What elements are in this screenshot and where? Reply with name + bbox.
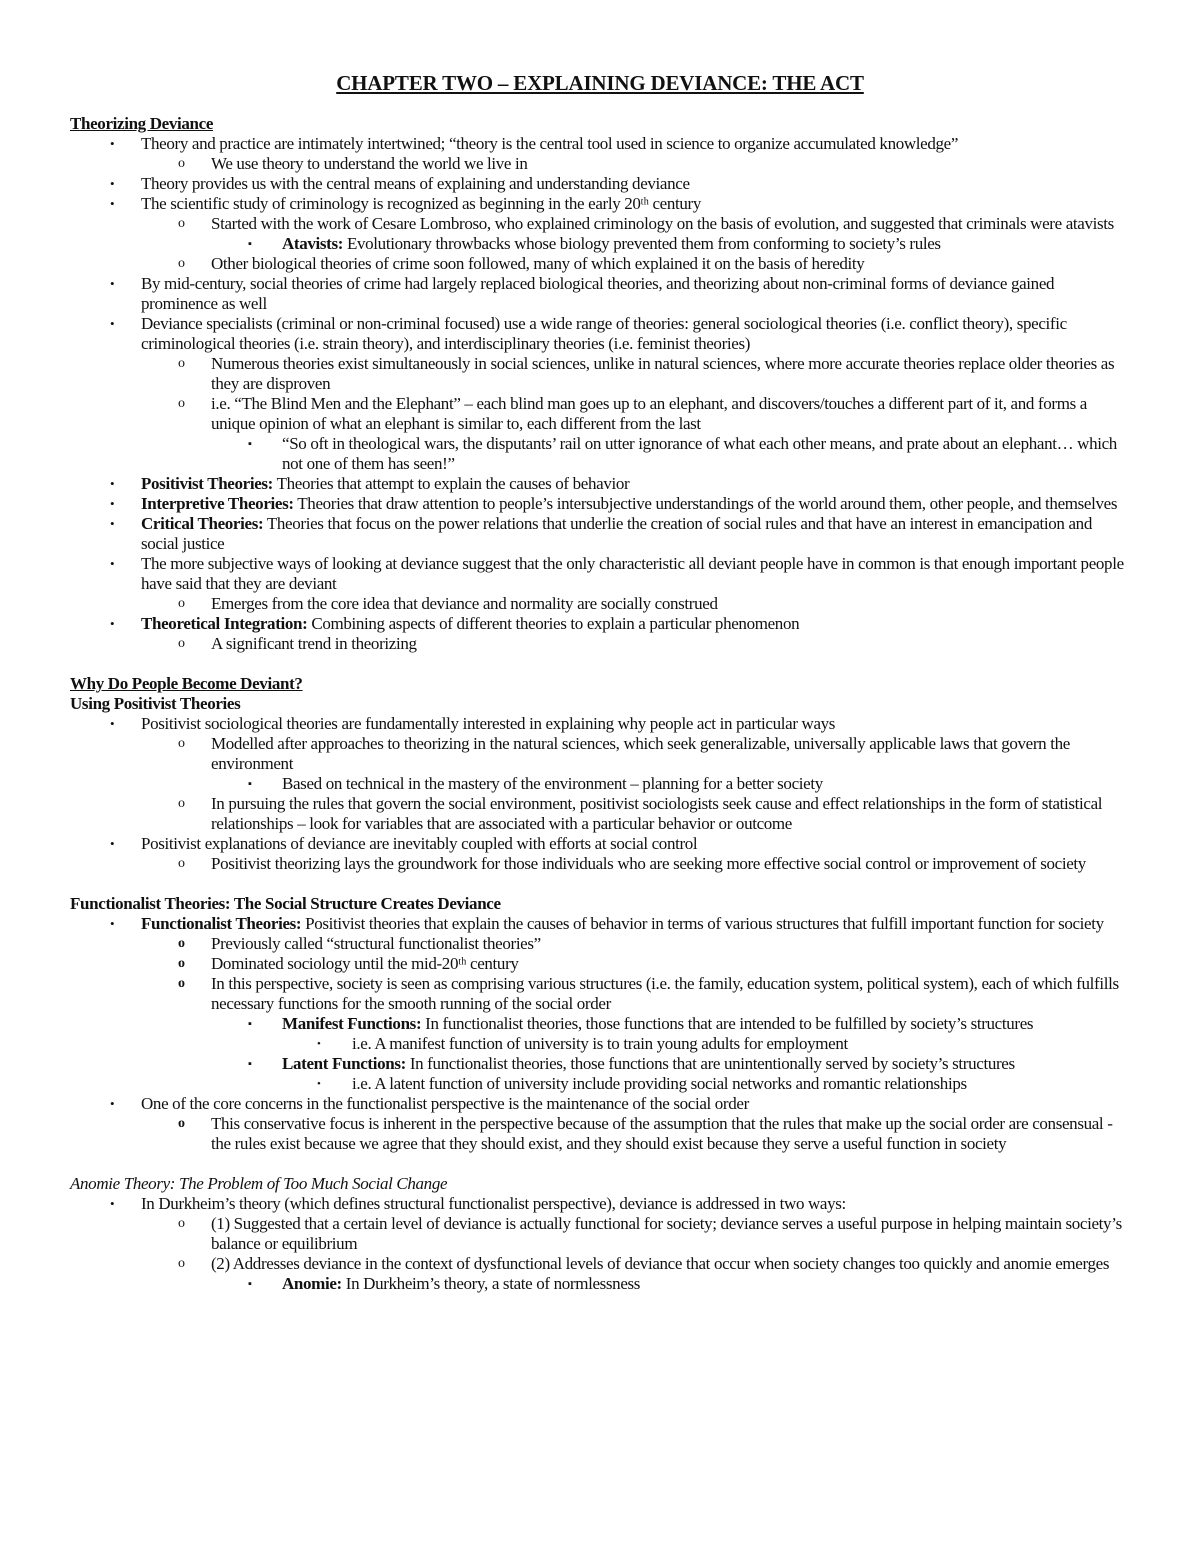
list-item: o Numerous theories exist simultaneously in social sciences, unlike in natural sciences, where more accurate theories replace older theories as they are disproven [178,354,1115,393]
bullet-marker: • [110,176,115,191]
list-item: ▪ Anomie: In Durkheim’s theory, a state of normlessness [248,1274,641,1293]
circle-marker: o [178,976,185,991]
term: Positivist Theories: [141,474,273,493]
list-item: o Dominated sociology until the mid-20ᵗʰ century [178,954,519,973]
section-anomie [70,1174,1130,1294]
bullet-marker: • [317,1038,321,1050]
list-item: • Functionalist Theories: Positivist theories that explain the causes of behavior in terms of various structures that fulfill important function for society [110,914,1104,933]
list-item: ▪ Based on technical in the mastery of the environment – planning for a better society [248,774,823,793]
bullet-marker: • [110,556,115,571]
term: Theoretical Integration: [141,614,308,633]
bullet-marker: • [110,1196,115,1211]
circle-marker: o [178,356,185,371]
circle-marker: o [178,796,185,811]
bullet-marker: • [110,836,115,851]
circle-marker: o [178,856,185,871]
list-item: o In this perspective, society is seen as comprising various structures (i.e. the family, education system, political system), each of which fulfills necessary functions for the smooth running of the social order [178,974,1119,1013]
term: Functionalist Theories: [141,914,302,933]
circle-marker: o [178,256,185,271]
spacer [70,654,1130,674]
circle-marker: o [178,736,185,751]
bullet-marker: • [110,716,115,731]
list-item: • The scientific study of criminology is recognized as beginning in the early 20ᵗʰ century [110,194,702,213]
section-why [70,674,1130,874]
circle-marker: o [178,636,185,651]
circle-marker: o [178,156,185,171]
bullet-marker: • [110,516,115,531]
spacer [70,874,1130,894]
circle-marker: o [178,396,185,411]
page-title: CHAPTER TWO – EXPLAINING DEVIANCE: THE ACT [336,71,864,95]
bullet-marker: • [110,1096,115,1111]
list-item: • In Durkheim’s theory (which defines structural functionalist perspective), deviance is addressed in two ways: [110,1194,846,1213]
square-marker: ▪ [248,1018,252,1030]
list-item: o Other biological theories of crime soon followed, many of which explained it on the basis of heredity [178,254,865,273]
bullet-marker: • [110,276,115,291]
list-item: o Previously called “structural functionalist theories” [178,934,541,953]
bullet-marker: • [110,476,115,491]
bullet-marker: • [110,136,115,151]
list-item: o This conservative focus is inherent in the perspective because of the assumption that the rules that make up the social order are consensual - the rules exist because we agree that they should exist, and they should exist because they serve a useful function in society [178,1114,1113,1153]
list-item: o We use theory to understand the world we live in [178,154,528,173]
bullet-marker: • [110,316,115,331]
circle-marker: o [178,1116,185,1131]
list-item: • The more subjective ways of looking at deviance suggest that the only characteristic all deviant people have in common is that enough important people have said that they are deviant [110,554,1124,593]
term: Latent Functions: [282,1054,406,1073]
square-marker: ▪ [248,778,252,790]
square-marker: ▪ [248,1278,252,1290]
term: Atavists: [282,234,344,253]
circle-marker: o [178,956,185,971]
list-item: • Positivist Theories: Theories that attempt to explain the causes of behavior [110,474,630,493]
list-item: • Theory provides us with the central means of explaining and understanding deviance [110,174,690,193]
bullet-marker: • [110,496,115,511]
section-heading: Anomie Theory: The Problem of Too Much Social Change [70,1174,448,1193]
circle-marker: o [178,596,185,611]
list-item: o Started with the work of Cesare Lombroso, who explained criminology on the basis of evolution, and suggested that criminals were atavists [178,214,1114,233]
section-heading: Theorizing Deviance [70,114,214,133]
list-item: • Positivist sociological theories are fundamentally interested in explaining why people act in particular ways [110,714,836,733]
bullet-marker: • [110,616,115,631]
square-marker: ▪ [248,438,252,450]
section-heading: Why Do People Become Deviant? [70,674,303,693]
list-item: o Modelled after approaches to theorizing in the natural sciences, which seek generalizable, universally applicable laws that govern the environment [178,734,1070,773]
section-theorizing [70,114,1130,654]
list-item: ▪ “So oft in theological wars, the disputants’ rail on utter ignorance of what each other means, and prate about an elephant… which not one of them has seen!” [248,434,1117,473]
list-item: • Theoretical Integration: Combining aspects of different theories to explain a particular phenomenon [110,614,800,633]
list-item: • Interpretive Theories: Theories that draw attention to people’s intersubjective understandings of the world around them, other people, and themselves [110,494,1118,513]
circle-marker: o [178,1256,185,1271]
list-item: o i.e. “The Blind Men and the Elephant” – each blind man goes up to an elephant, and discovers/touches a different part of it, and forms a unique opinion of what an elephant is similar to, each different from the last [178,394,1087,433]
list-item: • i.e. A latent function of university include providing social networks and romantic relationships [317,1074,967,1093]
list-item: ▪ Latent Functions: In functionalist theories, those functions that are unintentionally served by society’s structures [248,1054,1015,1073]
square-marker: ▪ [248,1058,252,1070]
term: Manifest Functions: [282,1014,422,1033]
bullet-marker: • [110,196,115,211]
term: Critical Theories: [141,514,264,533]
list-item: • Critical Theories: Theories that focus on the power relations that underlie the creation of social rules and that have an interest in emancipation and social justice [110,514,1092,553]
square-marker: ▪ [248,238,252,250]
bullet-marker: • [110,916,115,931]
list-item: o A significant trend in theorizing [178,634,417,653]
list-item: o In pursuing the rules that govern the social environment, positivist sociologists seek cause and effect relationships in the form of statistical relationships – look for variables that are associated with a particular behavior or outcome [178,794,1103,833]
list-item: • Theory and practice are intimately intertwined; “theory is the central tool used in science to organize accumulated knowledge” [110,134,959,153]
list-item: • One of the core concerns in the functionalist perspective is the maintenance of the social order [110,1094,749,1113]
list-item: o Emerges from the core idea that deviance and normality are socially construed [178,594,718,613]
section-heading: Functionalist Theories: The Social Structure Creates Deviance [70,894,501,913]
list-item: ▪ Manifest Functions: In functionalist theories, those functions that are intended to be fulfilled by society’s structures [248,1014,1034,1033]
circle-marker: o [178,936,185,951]
list-item: • i.e. A manifest function of university is to train young adults for employment [317,1034,848,1053]
list-item: o Positivist theorizing lays the groundwork for those individuals who are seeking more effective social control or improvement of society [178,854,1086,873]
list-item: • By mid-century, social theories of crime had largely replaced biological theories, and theorizing about non-criminal forms of deviance gained prominence as well [110,274,1055,313]
circle-marker: o [178,216,185,231]
term: Interpretive Theories: [141,494,294,513]
list-item: o (1) Suggested that a certain level of deviance is actually functional for society; deviance serves a useful purpose in helping maintain society’s balance or equilibrium [178,1214,1122,1253]
section-subheading: Using Positivist Theories [70,694,241,713]
bullet-marker: • [317,1078,321,1090]
list-item: ▪ Atavists: Evolutionary throwbacks whose biology prevented them from conforming to society’s rules [248,234,941,253]
list-item: • Deviance specialists (criminal or non-criminal focused) use a wide range of theories: general sociological theories (i.e. conflict theory), specific criminological theories (i.e. strain theory), and interdisciplinary theories (i.e. feminist theories) [110,314,1067,353]
section-functionalist [70,894,1130,1154]
list-item: • Positivist explanations of deviance are inevitably coupled with efforts at social control [110,834,698,853]
spacer [70,1154,1130,1174]
circle-marker: o [178,1216,185,1231]
term: Anomie: [282,1274,342,1293]
list-item: o (2) Addresses deviance in the context of dysfunctional levels of deviance that occur when society changes too quickly and anomie emerges [178,1254,1110,1273]
